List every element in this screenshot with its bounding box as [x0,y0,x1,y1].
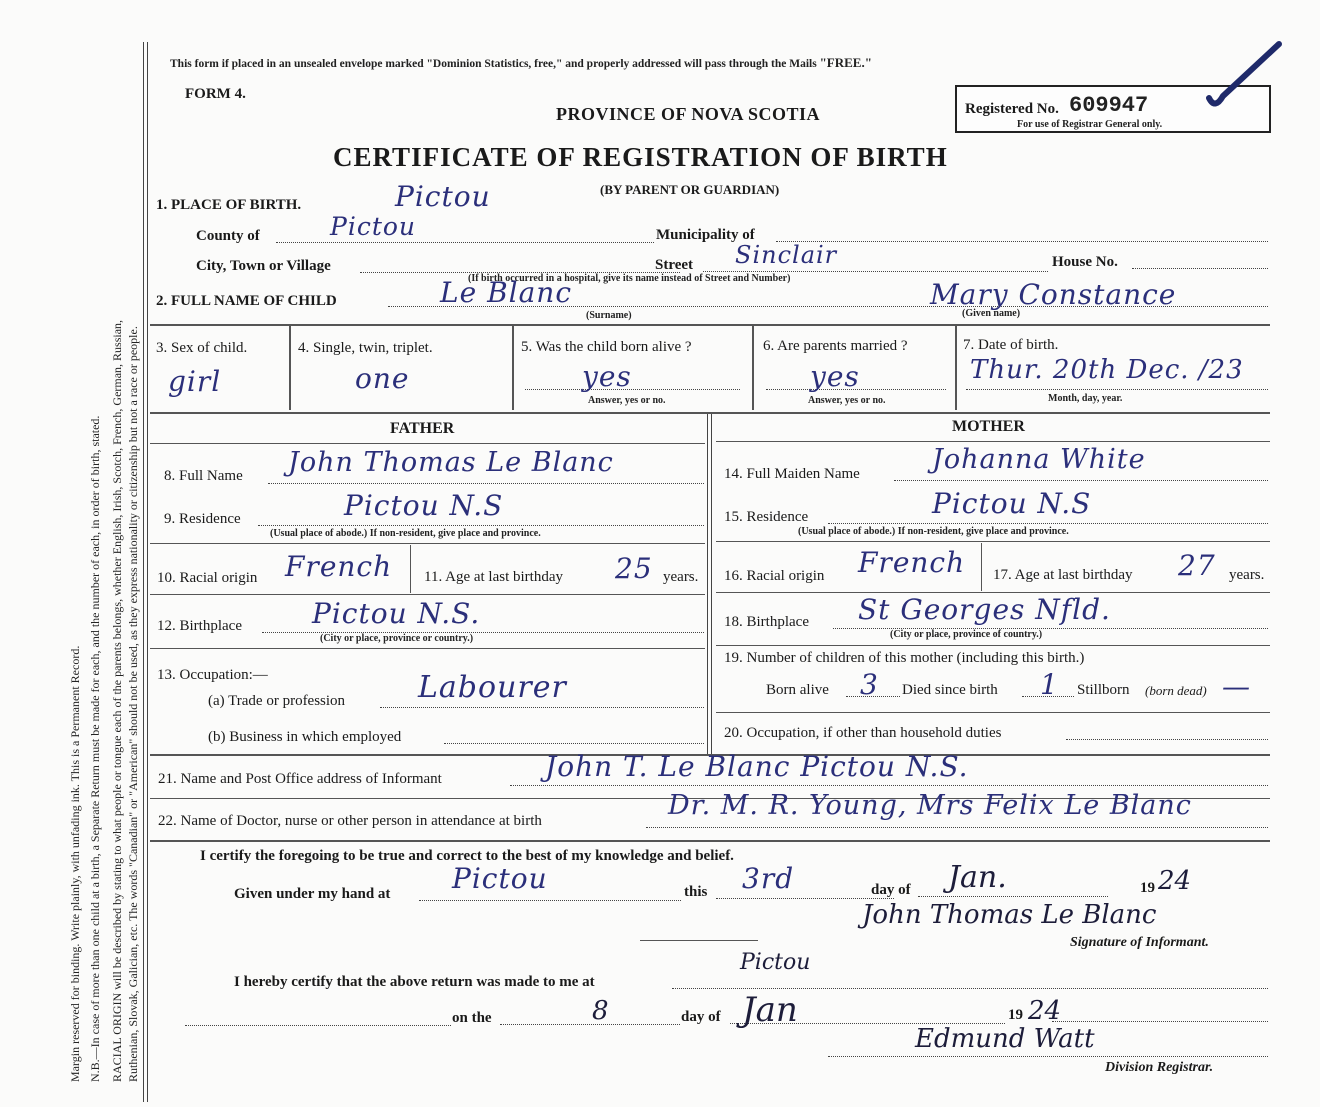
county-value: Pictou [330,212,417,241]
street-dots [703,271,1048,272]
dob-value: Thur. 20th Dec. /23 [970,355,1244,385]
father-residence-dots [258,525,704,526]
father-age-label: 11. Age at last birthday [424,569,563,585]
mother-rule-d [716,645,1270,646]
sex-label: 3. Sex of child. [156,340,248,356]
married-label: 6. Are parents married ? [763,338,908,354]
month-dots [918,896,1108,897]
mother-residence-label: 15. Residence [724,509,809,525]
parents-divider [707,414,712,754]
born-alive-label: Born alive [766,682,829,698]
this-label: this [684,884,708,900]
province-heading: PROVINCE OF NOVA SCOTIA [556,104,821,124]
doctor-dots [646,827,1268,828]
mother-rule-a [716,441,1270,442]
mother-racial-label: 16. Racial origin [724,568,825,584]
surname-note: (Surname) [586,310,632,321]
margin-note-3: RACIAL ORIGIN will be described by stating to what people or tongue each of the parents belongs, whether English, Irish, Scotch, French, German, Russian, [110,319,124,1082]
single-label: 4. Single, twin, triplet. [298,340,433,356]
informant-dots [510,785,1268,786]
father-birthplace-label: 12. Birthplace [157,618,242,634]
mother-birthplace-label: 18. Birthplace [724,614,809,630]
mother-birthplace-value: St Georges Nfld. [858,593,1111,626]
given-place: Pictou [452,862,548,895]
year-prefix-2: 19 [1008,1007,1023,1023]
mother-occupation-label: 20. Occupation, if other than household duties [724,725,1002,741]
father-abode-note: (Usual place of abode.) If non-resident, give place and province. [270,528,541,539]
registrar-signature: Edmund Watt [915,1024,1095,1054]
father-col-div [410,545,411,593]
city-label: City, Town or Village [196,258,331,274]
certify-statement: I certify the foregoing to be true and correct to the best of my knowledge and belief. [200,848,734,864]
mother-heading: MOTHER [952,418,1025,435]
mother-name-value: Johanna White [932,444,1146,475]
informant-signature: John Thomas Le Blanc [862,900,1157,930]
mother-name-dots [894,480,1268,481]
father-heading: FATHER [390,420,455,437]
born-alive-value: 3 [860,668,879,701]
alive-note: Answer, yes or no. [588,395,666,406]
margin-note-2: N.B.—In case of more than one child at a birth, a Separate Return must be made for each, and the number of each, in order of birth, stated. [88,415,102,1082]
certificate-title: CERTIFICATE OF REGISTRATION OF BIRTH [333,142,948,172]
registered-label: Registered No. [965,101,1059,117]
father-rule-c [150,594,705,595]
father-years: years. [663,569,699,585]
mother-rule-e [716,712,1270,713]
col-div-2 [512,326,514,410]
form-number: FORM 4. [185,86,246,102]
on-the-label: on the [452,1010,492,1026]
doctor-value: Dr. M. R. Young, Mrs Felix Le Blanc [668,790,1192,821]
father-business-dots [444,743,704,744]
certificate-subtitle: (BY PARENT OR GUARDIAN) [600,182,780,197]
stillborn-note: (born dead) [1145,683,1207,698]
informant-label: 21. Name and Post Office address of Informant [158,771,442,787]
father-city-note: (City or place, province or country.) [320,633,474,644]
given-note: (Given name) [962,308,1021,319]
day-of-label-2: day of [681,1009,721,1025]
mother-rule-b [716,541,1270,542]
alive-dots [525,389,740,390]
return-place: Pictou [740,950,811,975]
father-trade-dots [380,707,704,708]
rule-1 [150,324,1270,326]
died-label: Died since birth [902,682,998,698]
sex-value: girl [168,365,222,398]
on-the-lead-dots [185,1025,451,1026]
mother-residence-value: Pictou N.S [932,487,1092,520]
dob-dots [966,389,1268,390]
married-value: yes [810,360,860,393]
margin-border [143,42,148,1102]
this-day-dots [716,898,894,899]
house-label: House No. [1052,254,1118,270]
child-name-label: 2. FULL NAME OF CHILD [156,293,337,309]
stillborn-label: Stillborn [1077,682,1130,698]
father-occupation-label: 13. Occupation:— [157,667,268,683]
informant-value: John T. Le Blanc Pictou N.S. [545,750,969,783]
month: Jan. [948,860,1007,895]
year2-dots [1052,1021,1268,1022]
mother-abode-note: (Usual place of abode.) If non-resident, give place and province. [798,526,1069,537]
given-place-dots [419,900,681,901]
registrar-note: For use of Registrar General only. [1017,119,1163,130]
registrar-sig-dots [828,1056,1268,1057]
on-day: 8 [592,996,609,1026]
on-day-dots [500,1024,680,1025]
dob-label: 7. Date of birth. [963,337,1059,353]
mother-age-value: 27 [1178,549,1216,582]
child-surname: Le Blanc [440,276,573,309]
place-of-birth-label: 1. PLACE OF BIRTH. [156,197,302,213]
mother-racial-value: French [858,546,966,579]
father-trade-label: (a) Trade or profession [208,693,346,709]
father-trade-value: Labourer [418,670,567,705]
col-div-3 [752,326,754,410]
margin-note-4: Ruthenian, Slovak, Galician, etc. The words "Canadian" or "American" should not be used, as they express nationality or citizenship but not a race or people. [126,326,140,1082]
child-given-name: Mary Constance [930,278,1177,311]
father-name-label: 8. Full Name [164,468,243,484]
mother-age-label: 17. Age at last birthday [993,567,1133,583]
hospital-note: (If birth occurred in a hospital, give its name instead of Street and Number) [468,273,791,284]
father-birthplace-value: Pictou N.S. [312,597,481,630]
house-dots [1132,268,1268,269]
street-label: Street [655,257,694,273]
short-rule [640,940,758,941]
municipality-label: Municipality of [656,227,755,243]
registered-number: 609947 [1069,93,1149,118]
place-of-birth-value: Pictou [395,180,491,213]
single-value: one [355,362,410,395]
mail-notice: This form if placed in an unsealed envelope marked "Dominion Statistics, free," and properly addressed will pass through the Mails "FREE." [170,55,872,70]
married-note: Answer, yes or no. [808,395,886,406]
year-prefix: 19 [1140,880,1155,896]
municipality-dots [776,241,1268,242]
county-label: County of [196,228,260,244]
return-place-dots [672,988,1268,989]
mother-years: years. [1229,567,1265,583]
month-2: Jan [742,990,798,1030]
street-value: Sinclair [735,241,838,269]
margin-note-1: Margin reserved for binding. Write plainly, with unfading ink. This is a Permanent Record. [68,645,82,1082]
father-residence-value: Pictou N.S [344,489,504,522]
father-racial-value: French [285,550,393,583]
died-value: 1 [1040,668,1059,701]
mother-col-div [981,543,982,591]
father-name-value: John Thomas Le Blanc [288,447,614,478]
doctor-label: 22. Name of Doctor, nurse or other person in attendance at birth [158,813,542,829]
father-age-value: 25 [615,552,653,585]
this-day: 3rd [742,862,795,895]
father-rule-a [150,443,705,444]
rule-5 [150,840,1270,842]
county-dots [276,242,654,243]
alive-value: yes [582,360,632,393]
alive-label: 5. Was the child born alive ? [521,339,692,355]
father-name-dots [268,483,704,484]
year-suffix-2: 24 [1028,996,1062,1026]
informant-sig-label: Signature of Informant. [1070,935,1209,950]
day-of-label: day of [871,882,911,898]
col-div-1 [289,326,291,410]
check-mark [1205,40,1285,110]
mother-city-note: (City or place, province of country.) [890,629,1043,640]
stillborn-value: — [1222,670,1251,703]
col-div-4 [955,326,957,410]
return-label: I hereby certify that the above return was made to me at [234,974,595,990]
given-label: Given under my hand at [234,886,391,902]
mother-occupation-dots [1066,739,1268,740]
father-residence-label: 9. Residence [164,511,241,527]
dob-note: Month, day, year. [1048,393,1123,404]
mother-residence-dots [828,523,1268,524]
registrar-label: Division Registrar. [1105,1060,1214,1075]
mother-children-label: 19. Number of children of this mother (including this birth.) [724,650,1085,666]
father-business-label: (b) Business in which employed [208,729,402,745]
year-suffix: 24 [1158,866,1192,896]
father-rule-d [150,648,705,649]
father-racial-label: 10. Racial origin [157,570,258,586]
mother-name-label: 14. Full Maiden Name [724,466,860,482]
father-rule-b [150,543,705,544]
